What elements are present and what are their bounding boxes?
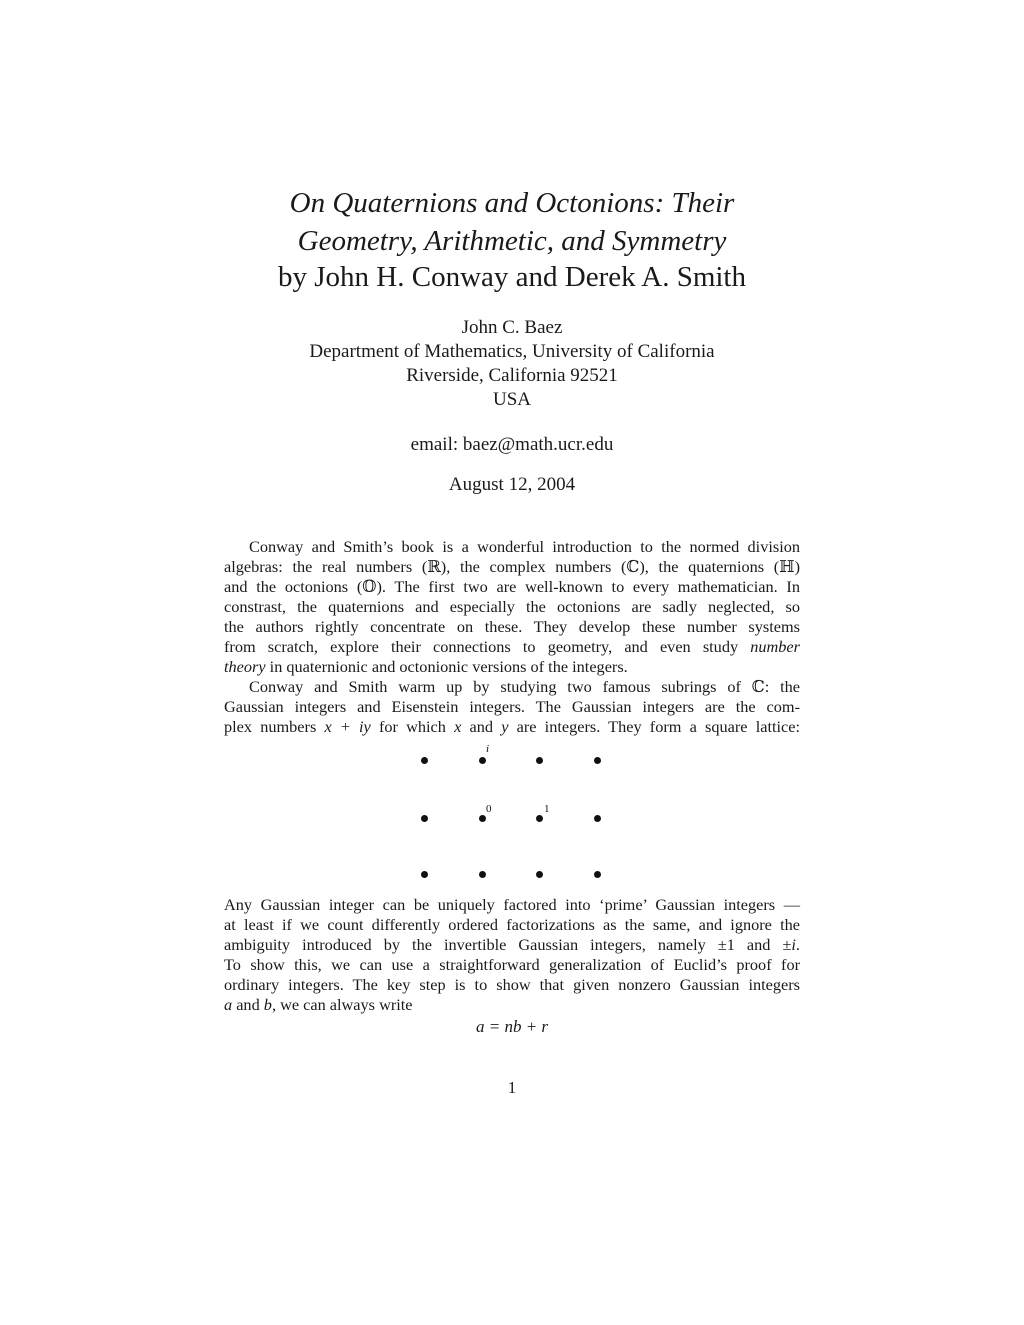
text-line: at least if we count differently ordered factorizations as the same, and ignore the xyxy=(224,915,800,934)
text-fragment: plex numbers xyxy=(224,717,325,736)
text-line: Gaussian integers and Eisenstein integers. The Gaussian integers are the com- xyxy=(224,697,800,716)
text-line xyxy=(224,935,800,955)
text-line: and the octonions (𝕆). The first two are well-known to every mathematician. In xyxy=(224,577,800,596)
text-line: Conway and Smith’s book is a wonderful introduction to the normed division xyxy=(249,537,800,556)
italic-term: theory xyxy=(224,657,266,676)
text-fragment: , we can always write xyxy=(271,995,413,1014)
display-equation: a = nb + r xyxy=(475,1017,549,1036)
text-line xyxy=(224,637,800,657)
text-line: Any Gaussian integer can be uniquely factored into ‘prime’ Gaussian integers — xyxy=(224,895,800,914)
text-line: algebras: the real numbers (ℝ), the complex numbers (ℂ), the quaternions (ℍ) xyxy=(224,557,800,576)
title-line-3: by John H. Conway and Derek A. Smith xyxy=(278,261,746,293)
author-email: email: baez@math.ucr.edu xyxy=(410,434,614,455)
lattice-point xyxy=(479,815,486,822)
paragraph-gaussian xyxy=(224,677,800,737)
text-line: Conway and Smith warm up by studying two famous subrings of ℂ: the xyxy=(249,677,800,696)
title-line-1: On Quaternions and Octonions: Their xyxy=(289,187,735,219)
paper-date: August 12, 2004 xyxy=(448,474,576,495)
text-fragment: . xyxy=(795,935,800,954)
lattice-point xyxy=(536,871,543,878)
math-inline: x + iy xyxy=(324,717,371,736)
text-fragment: and xyxy=(461,717,502,736)
text-fragment: for which xyxy=(370,717,455,736)
author-country: USA xyxy=(492,389,531,410)
text-line: the authors rightly concentrate on these. They develop these number systems xyxy=(224,617,800,636)
paragraph-factorization xyxy=(224,895,800,1015)
math-inline: i xyxy=(791,935,796,954)
math-inline: a xyxy=(224,995,233,1014)
text-line xyxy=(224,995,800,1015)
italic-term: number xyxy=(750,637,800,656)
math-inline: x xyxy=(454,717,462,736)
text-line xyxy=(224,717,800,737)
text-line: ordinary integers. The key step is to show that given nonzero Gaussian integers xyxy=(224,975,800,994)
lattice-point xyxy=(479,871,486,878)
lattice-point xyxy=(479,757,486,764)
lattice-point xyxy=(594,815,601,822)
text-fragment: and xyxy=(232,995,264,1014)
math-inline: b xyxy=(263,995,272,1014)
lattice-point xyxy=(421,815,428,822)
lattice-label-1: 1 xyxy=(544,803,550,815)
lattice-point xyxy=(536,757,543,764)
math-inline: y xyxy=(501,717,509,736)
text-line: constrast, the quaternions and especially the octonions are sadly neglected, so xyxy=(224,597,800,616)
text-line: To show this, we can use a straightforward generalization of Euclid’s proof for xyxy=(224,955,800,974)
author-city: Riverside, California 92521 xyxy=(406,365,618,386)
text-fragment: from scratch, explore their connections to geometry, and even study xyxy=(224,637,751,656)
text-line xyxy=(224,657,800,677)
text-fragment: ambiguity introduced by the invertible Gaussian integers, namely ±1 and ± xyxy=(224,935,792,954)
lattice-label-0: 0 xyxy=(486,803,492,815)
paragraph-intro xyxy=(224,537,800,677)
square-lattice-figure xyxy=(400,740,620,890)
text-fragment: are integers. They form a square lattice: xyxy=(508,717,801,736)
lattice-point xyxy=(594,757,601,764)
text-fragment: in quaternionic and octonionic versions of the integers. xyxy=(265,657,628,676)
lattice-point xyxy=(594,871,601,878)
lattice-point xyxy=(536,815,543,822)
title-line-2: Geometry, Arithmetic, and Symmetry xyxy=(297,225,727,257)
page-number: 1 xyxy=(507,1078,517,1097)
lattice-label-i: i xyxy=(486,743,490,755)
author-department: Department of Mathematics, University of California xyxy=(309,341,715,362)
lattice-point xyxy=(421,871,428,878)
lattice-point xyxy=(421,757,428,764)
author-name: John C. Baez xyxy=(461,317,563,338)
